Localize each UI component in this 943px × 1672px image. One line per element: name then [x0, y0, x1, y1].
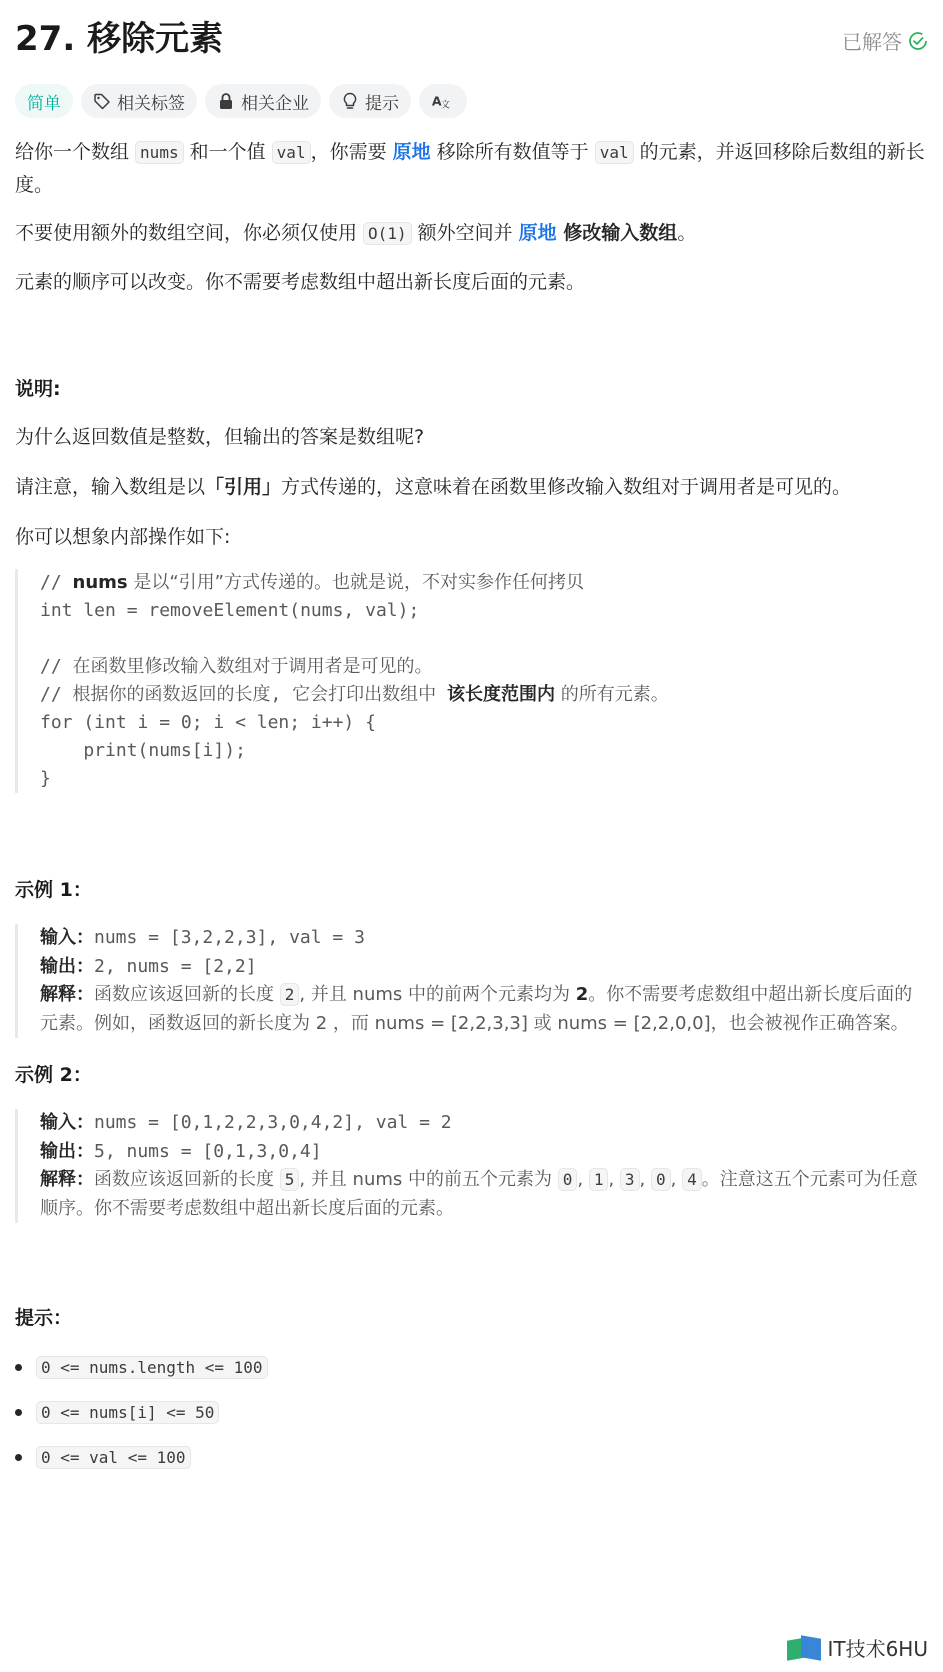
translate-button[interactable]: [419, 84, 467, 118]
desc-paragraph-2: 不要使用额外的数组空间，你必须仅使用 O(1) 额外空间并 原地 修改输入数组。: [15, 222, 697, 244]
explain-note: 请注意，输入数组是以「引用」方式传递的，这意味着在函数里修改输入数组对于调用者是可见的。: [15, 476, 852, 498]
example-1-output: 输出：2, nums = [2,2]: [40, 955, 257, 977]
code-val-2: val: [595, 141, 634, 164]
svg-text:文: 文: [440, 100, 450, 111]
check-circle-icon: [908, 31, 928, 51]
list-item: 0 <= nums[i] <= 50: [15, 1401, 928, 1424]
code-line-blank: [40, 625, 928, 653]
code-block: [15, 569, 928, 793]
code-line-1: // nums 是以“引用”方式传递的。也就是说，不对实参作任何拷贝: [40, 572, 584, 593]
difficulty-label: 简单: [27, 93, 61, 114]
bulb-icon: [341, 92, 359, 110]
example-1-explanation: 解释：函数应该返回新的长度 2 , 并且 nums 中的前两个元素均为 2。你不需要考虑数组中超出新长度后面的元素。例如，函数返回的新长度为 2 ，而 nums = [2,2,3,3] 或 nums = [2,2,0,0]，也会被视作正确答案。: [40, 984, 913, 1034]
problem-header: [15, 14, 928, 64]
hints-button[interactable]: [329, 84, 411, 118]
desc-paragraph-1: 给你一个数组 nums 和一个值 val ，你需要 原地 移除所有数值等于 val 的元素，并返回移除后数组的新长度。: [15, 141, 925, 196]
svg-text:A: A: [431, 93, 442, 109]
code-nums: nums: [135, 141, 184, 164]
example-2-heading: 示例 2：: [15, 1064, 92, 1086]
related-companies-button[interactable]: [205, 84, 321, 118]
reference-emphasis: 「引用」: [205, 476, 282, 498]
related-companies-label: 相关企业: [241, 93, 309, 114]
example-2-explanation: 解释：函数应该返回新的长度 5 , 并且 nums 中的前五个元素为 0 , 1 , 3 , 0 , 4 。注意这五个元素可为任意顺序。你不需要考虑数组中超出新长度后面的元素。: [40, 1169, 918, 1219]
explain-imagine: 你可以想象内部操作如下:: [15, 526, 231, 548]
watermark: [787, 1633, 928, 1662]
example-1-heading: 示例 1：: [15, 879, 92, 901]
modify-input-emphasis: 修改输入数组: [563, 222, 678, 244]
example-2-output: 输出：5, nums = [0,1,3,0,4]: [40, 1140, 322, 1162]
example-2-input: 输入：nums = [0,1,2,2,3,0,4,2], val = 2: [40, 1112, 452, 1133]
in-place-emphasis-2: 原地: [518, 222, 564, 244]
list-item: 0 <= val <= 100: [15, 1446, 928, 1469]
desc-paragraph-3: 元素的顺序可以改变。你不需要考虑数组中超出新长度后面的元素。: [15, 271, 586, 293]
code-line-3: // 在函数里修改输入数组对于调用者是可见的。: [40, 656, 433, 677]
code-line-5: for (int i = 0; i < len; i++) {: [40, 712, 376, 733]
problem-description: [15, 140, 928, 1491]
translate-icon: [431, 92, 449, 110]
problem-title: 27. 移除元素: [15, 19, 224, 59]
difficulty-badge[interactable]: [15, 84, 73, 118]
code-val: val: [272, 141, 311, 164]
hints-list: [15, 1356, 928, 1469]
code-line-7: }: [40, 768, 51, 789]
lock-icon: [217, 92, 235, 110]
related-tags-label: 相关标签: [117, 93, 185, 114]
watermark-text: IT技术6HU: [827, 1637, 928, 1661]
explain-question: 为什么返回数值是整数，但输出的答案是数组呢?: [15, 426, 425, 448]
code-o1: O(1): [363, 222, 412, 245]
code-line-4: // 根据你的函数返回的长度, 它会打印出数组中 该长度范围内 的所有元素。: [40, 684, 669, 705]
code-line-6: print(nums[i]);: [40, 740, 246, 761]
example-2-block: [15, 1109, 928, 1223]
example-1-block: [15, 924, 928, 1038]
list-item: 0 <= nums.length <= 100: [15, 1356, 928, 1379]
hints-heading: 提示：: [15, 1307, 73, 1329]
in-place-emphasis: 原地: [392, 141, 431, 163]
explain-heading: 说明:: [15, 378, 61, 400]
tag-bar: [15, 84, 467, 118]
solved-label: 已解答: [842, 30, 902, 54]
tag-icon: [93, 92, 111, 110]
code-line-2: int len = removeElement(nums, val);: [40, 600, 420, 621]
hints-label: 提示: [365, 93, 399, 114]
solved-status: [842, 26, 928, 55]
related-tags-button[interactable]: [81, 84, 197, 118]
watermark-logo-icon: [787, 1635, 821, 1661]
example-1-input: 输入：nums = [3,2,2,3], val = 3: [40, 927, 365, 948]
